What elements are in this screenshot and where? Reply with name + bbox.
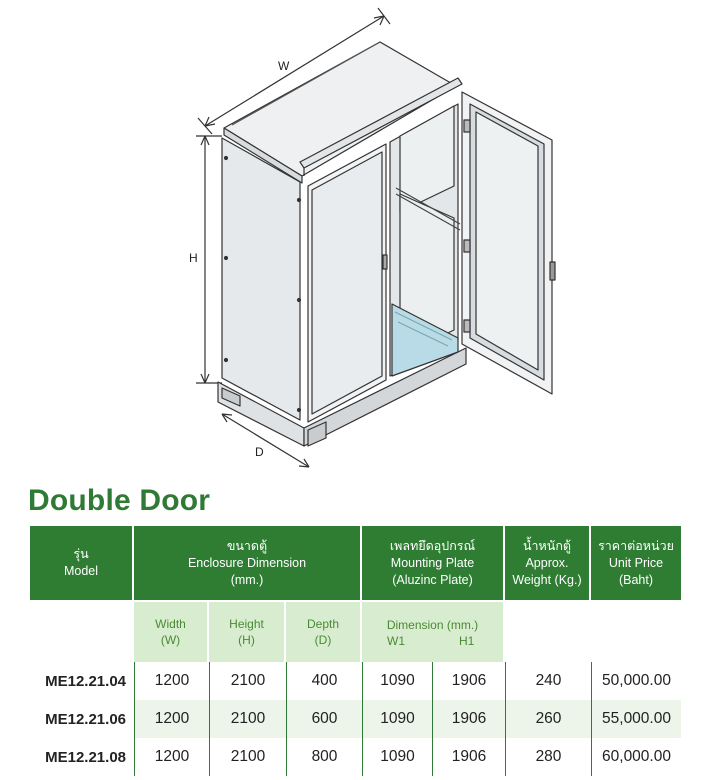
header-weight: น้ำหนักตู้ Approx. Weight (Kg.)	[505, 526, 591, 600]
subheader-w1: W1	[387, 634, 405, 648]
header-enclosure-dimension: ขนาดตู้ Enclosure Dimension (mm.)	[134, 526, 362, 600]
header-model: รุ่น Model	[30, 526, 134, 600]
cell-model: ME12.21.08	[45, 748, 126, 766]
price-table	[30, 526, 681, 776]
cell-height: 2100	[209, 700, 286, 738]
cell-model: ME12.21.04	[45, 672, 126, 690]
cell-price: 55,000.00	[591, 700, 681, 738]
cell-price: 50,000.00	[591, 662, 681, 700]
cell-w1: 1090	[362, 662, 432, 700]
cell-width: 1200	[134, 662, 209, 700]
cell-weight: 240	[505, 662, 591, 700]
header-mounting-plate: เพลทยึดอุปกรณ์ Mounting Plate (Aluzinc Plate)	[362, 526, 505, 600]
table-row	[30, 662, 681, 700]
subheader-height: Height (H)	[209, 600, 286, 662]
header-unit-price: ราคาต่อหน่วย Unit Price (Baht)	[591, 526, 681, 600]
cell-h1: 1906	[432, 662, 505, 700]
cell-w1: 1090	[362, 738, 432, 776]
cell-height: 2100	[209, 738, 286, 776]
table-row	[30, 738, 681, 776]
cell-width: 1200	[134, 700, 209, 738]
cell-width: 1200	[134, 738, 209, 776]
cell-depth: 600	[286, 700, 362, 738]
section-title: Double Door	[28, 484, 211, 517]
width-label: W	[278, 59, 290, 73]
cell-height: 2100	[209, 662, 286, 700]
subheader-depth: Depth (D)	[286, 600, 362, 662]
cell-h1: 1906	[432, 738, 505, 776]
cell-depth: 800	[286, 738, 362, 776]
depth-label: D	[255, 445, 264, 459]
subheader-width: Width (W)	[134, 600, 209, 662]
table-row	[30, 700, 681, 738]
cell-model: ME12.21.06	[30, 700, 134, 738]
height-label: H	[189, 251, 198, 265]
cell-weight: 280	[505, 738, 591, 776]
cell-price: 60,000.00	[591, 738, 681, 776]
cell-depth: 400	[286, 662, 362, 700]
cell-h1: 1906	[432, 700, 505, 738]
subheader-plate-dimension: Dimension (mm.) W1 H1	[362, 600, 505, 662]
cell-weight: 260	[505, 700, 591, 738]
cell-w1: 1090	[362, 700, 432, 738]
subheader-h1: H1	[459, 634, 475, 648]
